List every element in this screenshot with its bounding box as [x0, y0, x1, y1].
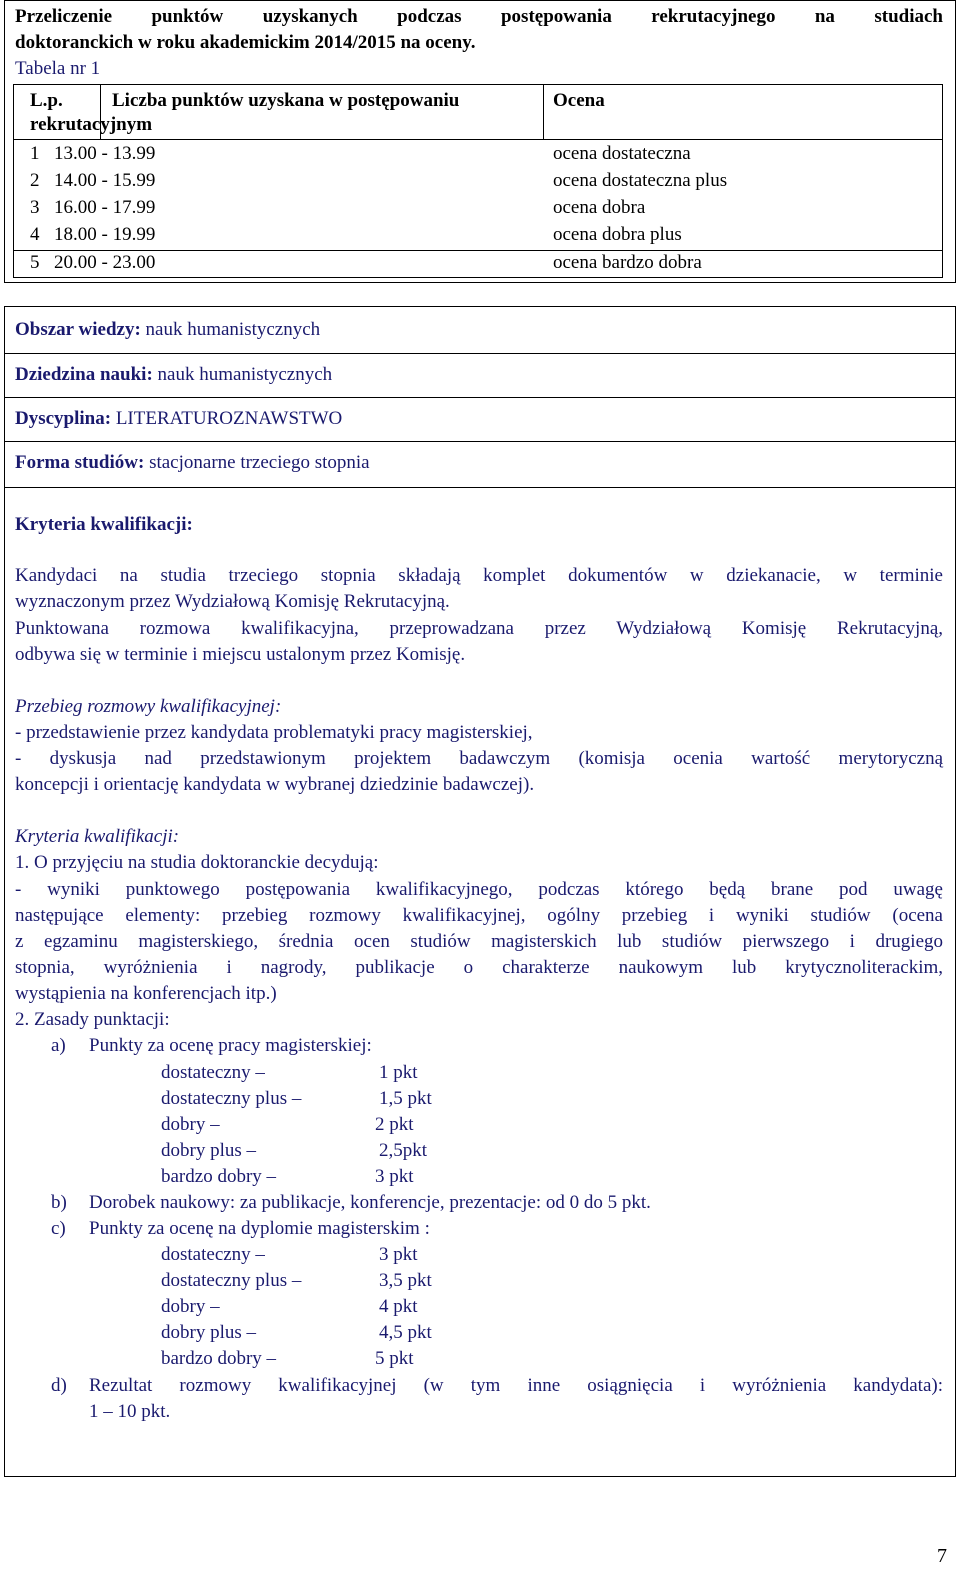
- row-lp: 4: [30, 224, 40, 245]
- rule-a-grade: dostateczny –: [161, 1062, 265, 1083]
- rule-b-text: Dorobek naukowy: za publikacje, konferencje, prezentacje: od 0 do 5 pkt.: [89, 1192, 651, 1213]
- grade-table-header-points-2: rekrutacyjnym: [30, 114, 153, 135]
- rule-d-text-line-1: Rezultat rozmowy kwalifikacyjnej (w tym inne osiągnięcia i wyróżnienia kandydata):: [89, 1375, 943, 1396]
- page-number: 7: [937, 1545, 947, 1567]
- criteria-heading: Kryteria kwalifikacji:: [15, 514, 193, 535]
- kryteria-subheading: Kryteria kwalifikacji:: [15, 826, 180, 847]
- interview-line-1: - przedstawienie przez kandydata problematyki pracy magisterskiej,: [15, 722, 533, 743]
- results-line-2: następujące elementy: przebieg rozmowy kwalifikacyjnej, ogólny przebieg i wyniki studiów (ocena: [15, 905, 943, 926]
- row-lp: 1: [30, 143, 40, 164]
- table-row: [30, 168, 940, 194]
- table-caption: Tabela nr 1: [15, 58, 101, 79]
- rule-a-points: 2 pkt: [375, 1114, 414, 1135]
- page-title-line-2: doktoranckich w roku akademickim 2014/2015 na oceny.: [15, 32, 476, 53]
- table-row: [30, 250, 940, 276]
- rule-b-marker: b): [51, 1192, 67, 1213]
- interview-line-3: koncepcji i orientację kandydata w wybranej dziedzinie badawczej).: [15, 774, 535, 795]
- dyscyplina-value: LITERATUROZNAWSTWO: [115, 408, 343, 429]
- rule-c-points: 3,5 pkt: [379, 1270, 432, 1291]
- row-lp: 2: [30, 170, 40, 191]
- grade-table-header-grade: Ocena: [553, 90, 605, 111]
- rule-c-points: 5 pkt: [375, 1348, 414, 1369]
- rule-c-points: 4,5 pkt: [379, 1322, 432, 1343]
- obszar-wiedzy-value: nauk humanistycznych: [145, 319, 321, 340]
- table-row: [30, 222, 940, 248]
- row-grade: ocena bardzo dobra: [553, 252, 702, 273]
- rule-c-points: 4 pkt: [379, 1296, 418, 1317]
- table-row: [30, 141, 940, 167]
- row-grade: ocena dostateczna plus: [553, 170, 728, 191]
- row-range: 20.00 - 23.00: [54, 252, 156, 273]
- rule-c-grade: bardzo dobry –: [161, 1348, 277, 1369]
- dziedzina-nauki-label: Dziedzina nauki:: [15, 364, 153, 385]
- rule-c-points: 3 pkt: [379, 1244, 418, 1265]
- row-range: 16.00 - 17.99: [54, 197, 156, 218]
- criteria-p2-line-2: odbywa się w terminie i miejscu ustalonym przez Komisję.: [15, 644, 466, 665]
- rule-a-marker: a): [51, 1035, 66, 1056]
- dyscyplina: [15, 406, 342, 432]
- study-info-divider-3: [4, 441, 956, 442]
- forma-studiow: [15, 450, 370, 476]
- rule-c-grade: dobry –: [161, 1296, 220, 1317]
- rule-a-grade: dobry –: [161, 1114, 220, 1135]
- criteria-p2-line-1: Punktowana rozmowa kwalifikacyjna, przeprowadzana przez Wydziałową Komisję Rekrutacyjną,: [15, 618, 943, 639]
- grade-table-header-lp: L.p.: [30, 90, 63, 111]
- rule-c-text: Punkty za ocenę na dyplomie magisterskim :: [89, 1218, 430, 1239]
- row-range: 18.00 - 19.99: [54, 224, 156, 245]
- page-title-line-1: Przeliczenie punktów uzyskanych podczas postępowania rekrutacyjnego na studiach: [15, 6, 943, 27]
- rule-a-points: 3 pkt: [375, 1166, 414, 1187]
- obszar-wiedzy: [15, 317, 320, 343]
- row-grade: ocena dobra plus: [553, 224, 682, 245]
- forma-studiow-value: stacjonarne trzeciego stopnia: [149, 452, 370, 473]
- results-line-4: stopnia, wyróżnienia i nagrody, publikacje o charakterze naukowym lub krytycznoliterackim,: [15, 957, 943, 978]
- forma-studiow-label: Forma studiów:: [15, 452, 145, 473]
- criteria-p1-line-2: wyznaczonym przez Wydziałową Komisję Rekrutacyjną.: [15, 591, 450, 612]
- interview-line-2: - dyskusja nad przedstawionym projektem badawczym (komisja ocenia wartość merytoryczną: [15, 748, 943, 769]
- rule-c-marker: c): [51, 1218, 66, 1239]
- study-info-divider-1: [4, 353, 956, 354]
- table-row: [30, 195, 940, 221]
- rule-a-points: 1,5 pkt: [379, 1088, 432, 1109]
- rule-a-grade: dobry plus –: [161, 1140, 256, 1161]
- grade-table-header-divider: [13, 139, 943, 140]
- decide-line: 1. O przyjęciu na studia doktoranckie decydują:: [15, 852, 379, 873]
- rules-heading: 2. Zasady punktacji:: [15, 1009, 170, 1030]
- rule-c-grade: dobry plus –: [161, 1322, 256, 1343]
- rule-a-points: 2,5pkt: [379, 1140, 428, 1161]
- dyscyplina-label: Dyscyplina:: [15, 408, 112, 429]
- rule-a-points: 1 pkt: [379, 1062, 418, 1083]
- results-line-3: z egzaminu magisterskiego, średnia ocen studiów magisterskich lub studiów pierwszego i drugiego: [15, 931, 943, 952]
- row-lp: 3: [30, 197, 40, 218]
- rule-c-grade: dostateczny –: [161, 1244, 265, 1265]
- row-lp: 5: [30, 252, 40, 273]
- row-grade: ocena dostateczna: [553, 143, 691, 164]
- rule-a-grade: bardzo dobry –: [161, 1166, 277, 1187]
- obszar-wiedzy-label: Obszar wiedzy:: [15, 319, 141, 340]
- criteria-p1-line-1: Kandydaci na studia trzeciego stopnia składają komplet dokumentów w dziekanacie, w terminie: [15, 565, 943, 586]
- rule-d-marker: d): [51, 1375, 67, 1396]
- rule-d-text-line-2: 1 – 10 pkt.: [89, 1401, 171, 1422]
- row-range: 14.00 - 15.99: [54, 170, 156, 191]
- grade-table-header-points-1: Liczba punktów uzyskana w postępowaniu: [112, 90, 460, 111]
- rule-a-text: Punkty za ocenę pracy magisterskiej:: [89, 1035, 372, 1056]
- rule-a-grade: dostateczny plus –: [161, 1088, 302, 1109]
- study-info-divider-2: [4, 397, 956, 398]
- results-line-1: - wyniki punktowego postępowania kwalifikacyjnego, podczas którego będą brane pod uwagę: [15, 879, 943, 900]
- row-grade: ocena dobra: [553, 197, 646, 218]
- interview-heading: Przebieg rozmowy kwalifikacyjnej:: [15, 696, 282, 717]
- results-line-5: wystąpienia na konferencjach itp.): [15, 983, 277, 1004]
- row-range: 13.00 - 13.99: [54, 143, 156, 164]
- dziedzina-nauki-value: nauk humanistycznych: [157, 364, 333, 385]
- rule-c-grade: dostateczny plus –: [161, 1270, 302, 1291]
- grade-table-col-divider-2: [543, 84, 544, 140]
- dziedzina-nauki: [15, 362, 332, 388]
